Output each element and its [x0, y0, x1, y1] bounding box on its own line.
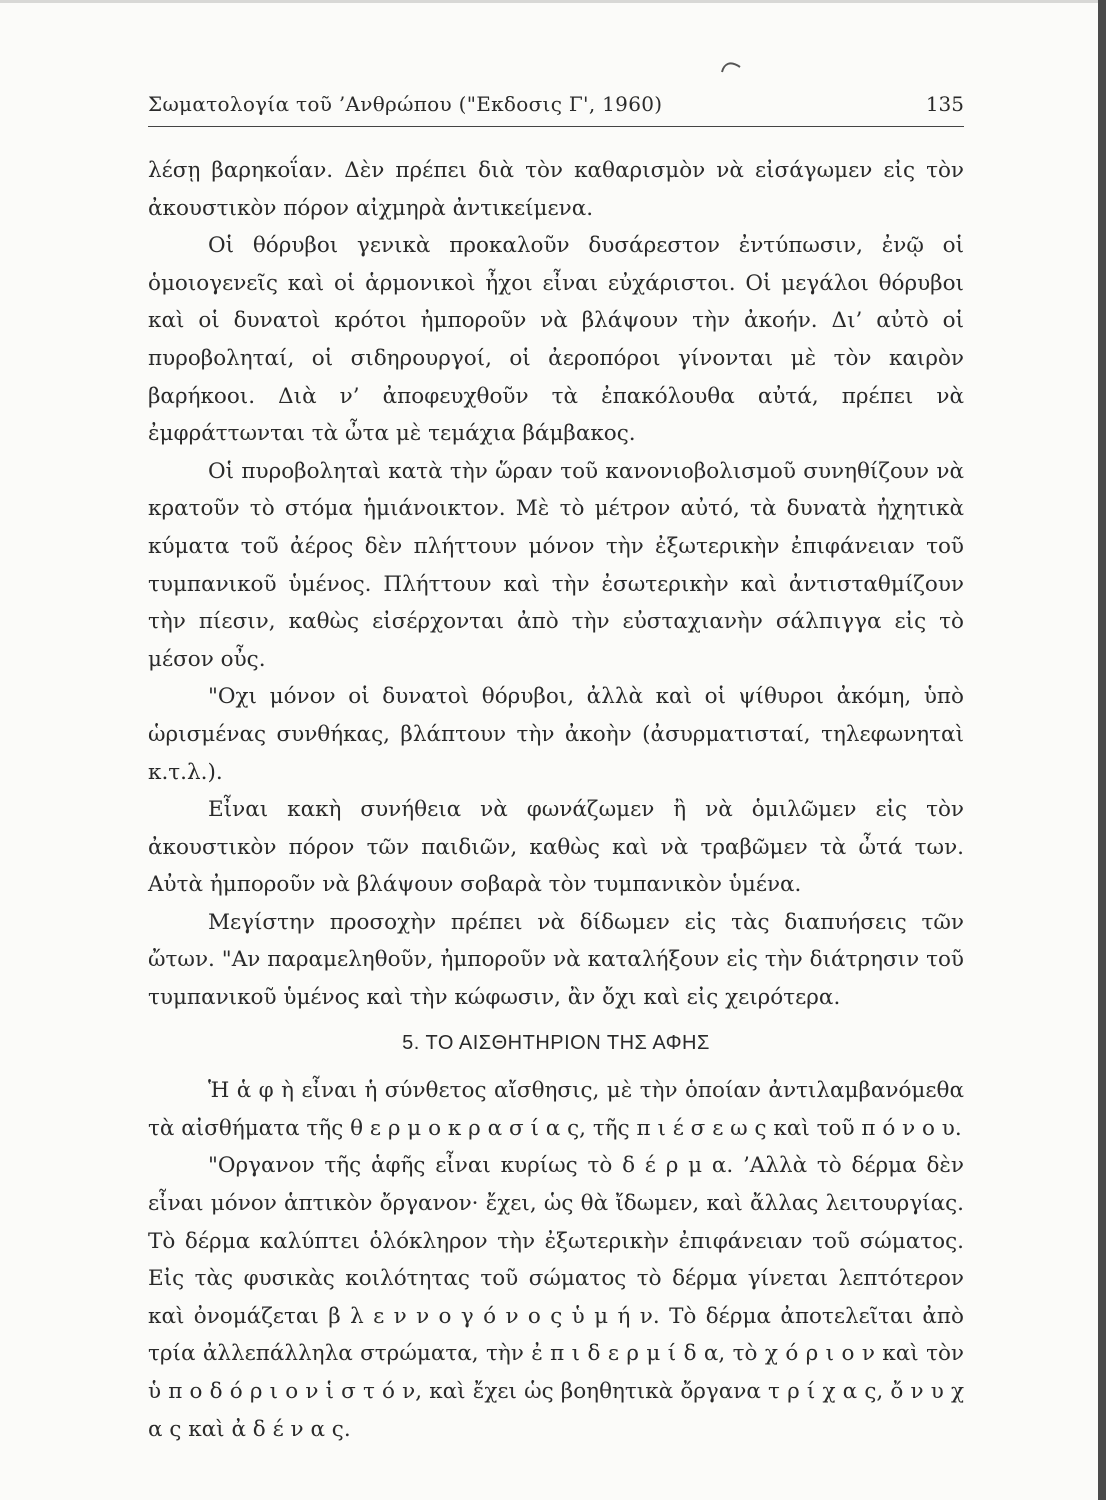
scan-top-edge	[0, 0, 1106, 3]
page-number: 135	[925, 92, 964, 116]
running-title: Σωματολογία τοῦ ’Ανθρώπου ("Εκδοσις Γ', 1960)	[148, 92, 663, 116]
paragraph: Οἱ θόρυβοι γενικὰ προκαλοῦν δυσάρεστον ἐντύπωσιν, ἐνῷ οἱ ὁμοιογενεῖς καὶ οἱ ἁρμονικοὶ ἦχοι εἶναι εὐχάριστοι. Οἱ μεγάλοι θόρυβοι καὶ οἱ δυνατοὶ κρότοι ἠμποροῦν νὰ βλάψουν τὴν ἀκοήν. Δι’ αὐτὸ οἱ πυροβοληταί, οἱ σιδηρουργοί, οἱ ἀεροπόροι γίνονται μὲ τὸν καιρὸν βαρήκοοι. Διὰ ν’ ἀποφευχθοῦν τὰ ἐπακόλουθα αὐτά, πρέπει νὰ ἐμφράττωνται τὰ ὦτα μὲ τεμάχια βάμβακος.	[148, 233, 964, 447]
scan-right-edge	[1098, 0, 1106, 1500]
paragraph: Εἶναι κακὴ συνήθεια νὰ φωνάζωμεν ἢ νὰ ὁμιλῶμεν εἰς τὸν ἀκουστικὸν πόρον τῶν παιδιῶν, καθὼς καὶ νὰ τραβῶμεν τὰ ὦτά των. Αὐτὰ ἠμποροῦν νὰ βλάψουν σοβαρὰ τὸν τυμπανικὸν ὑμένα.	[148, 797, 964, 898]
header-rule	[148, 126, 964, 127]
paragraph: Οἱ πυροβοληταὶ κατὰ τὴν ὥραν τοῦ κανονιοβολισμοῦ συνηθίζουν νὰ κρατοῦν τὸ στόμα ἡμιάνοικτον. Μὲ τὸ μέτρον αὐτό, τὰ δυνατὰ ἠχητικὰ κύματα τοῦ ἀέρος δὲν πλήττουν μόνον τὴν ἐξωτερικὴν ἐπιφάνειαν τοῦ τυμπανικοῦ ὑμένος. Πλήττουν καὶ τὴν ἐσωτερικὴν καὶ ἀντισταθμίζουν τὴν πίεσιν, καθὼς εἰσέρχονται ἀπὸ τὴν εὐσταχιανὴν σάλπιγγα εἰς τὸ μέσον οὖς.	[148, 458, 964, 672]
paragraph: "Οχι μόνον οἱ δυνατοὶ θόρυβοι, ἀλλὰ καὶ οἱ ψίθυροι ἀκόμη, ὑπὸ ὡρισμένας συνθήκας, βλάπτουν τὴν ἀκοὴν (ἀσυρματισταί, τηλεφωνηταὶ κ.τ.λ.).	[148, 684, 964, 785]
paragraph: "Οργανον τῆς ἁφῆς εἶναι κυρίως τὸ δ έ ρ μ α. ’Αλλὰ τὸ δέρμα δὲν εἶναι μόνον ἁπτικὸν ὄργανον· ἔχει, ὡς θὰ ἴδωμεν, καὶ ἄλλας λειτουργίας. Τὸ δέρμα καλύπτει ὁλόκληρον τὴν ἐξωτερικὴν ἐπιφάνειαν τοῦ σώματος. Εἰς τὰς φυσικὰς κοιλότητας τοῦ σώματος τὸ δέρμα γίνεται λεπτότερον καὶ ὀνομάζεται β λ ε ν ν ο γ ό ν ο ς ὑ μ ή ν. Τὸ δέρμα ἀποτελεῖται ἀπὸ τρία ἀλλεπάλληλα στρώματα, τὴν ἐ π ι δ ε ρ μ ί δ α, τὸ χ ό ρ ι ο ν καὶ τὸν ὑ π ο δ ό ρ ι ο ν ἱ σ τ ό ν, καὶ ἔχει ὡς βοηθητικὰ ὄργανα τ ρ ί χ α ς, ὄ ν υ χ α ς καὶ ἀ δ έ ν α ς.	[148, 1153, 964, 1442]
page-header	[148, 92, 964, 124]
page-body	[148, 152, 964, 1448]
ink-speck-mark	[720, 58, 742, 74]
paragraph: Μεγίστην προσοχὴν πρέπει νὰ δίδωμεν εἰς τὰς διαπυήσεις τῶν ὤτων. "Αν παραμεληθοῦν, ἠμποροῦν νὰ καταλήξουν εἰς τὴν διάτρησιν τοῦ τυμπανικοῦ ὑμένος καὶ τὴν κώφωσιν, ἂν ὄχι καὶ εἰς χειρότερα.	[148, 909, 964, 1011]
paragraph: λέσῃ βαρηκοΐαν. Δὲν πρέπει διὰ τὸν καθαρισμὸν νὰ εἰσάγωμεν εἰς τὸν ἀκουστικὸν πόρον αἰχμηρὰ ἀντικείμενα.	[148, 158, 964, 221]
paragraph: Ἡ ἁ φ ὴ εἶναι ἡ σύνθετος αἴσθησις, μὲ τὴν ὁποίαν ἀντιλαμβανόμεθα τὰ αἰσθήματα τῆς θ ε ρ μ ο κ ρ α σ ί α ς, τῆς π ι έ σ ε ω ς καὶ τοῦ π ό ν ο υ.	[148, 1078, 964, 1141]
section-heading: 5. ΤΟ ΑΙΣΘΗΤΗΡΙΟΝ ΤΗΣ ΑΦΗΣ	[402, 1031, 710, 1054]
